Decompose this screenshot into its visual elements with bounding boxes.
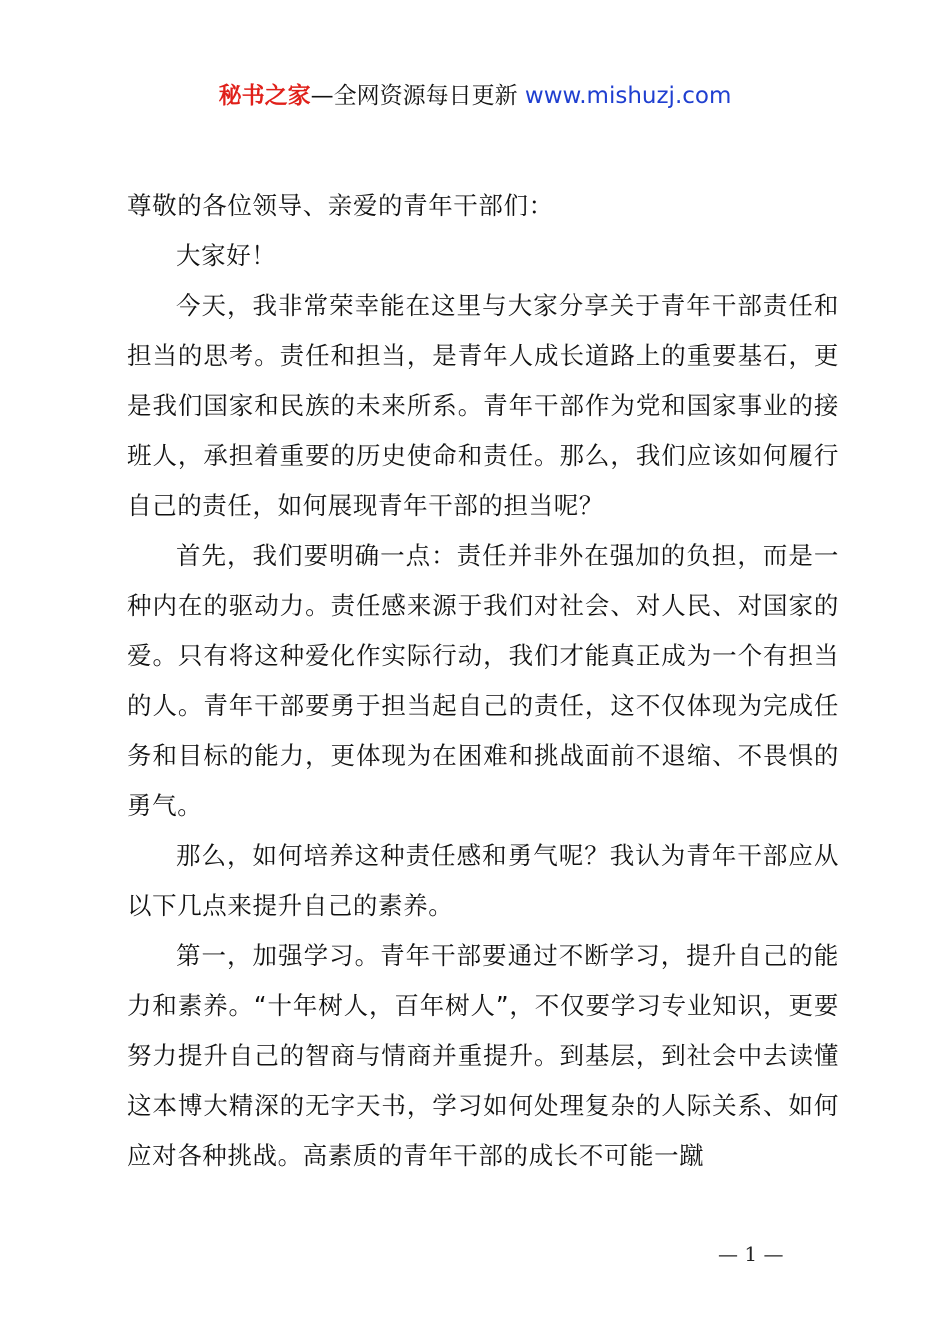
- site-url-link[interactable]: www.mishuzj.com: [524, 83, 732, 109]
- paragraph-first-point: 第一，加强学习。青年干部要通过不断学习，提升自己的能力和素养。“十年树人，百年树人”，不仅要学习专业知识，更要努力提升自己的智商与情商并重提升。到基层，到社会中去读懂这本博大精深的无字天书，学习如何处理复杂的人际关系、如何应对各种挑战。高素质的青年干部的成长不可能一蹴: [127, 941, 839, 1170]
- watermark-header: [0, 80, 950, 112]
- paragraph-responsibility: 首先，我们要明确一点：责任并非外在强加的负担，而是一种内在的驱动力。责任感来源于我们对社会、对人民、对国家的爱。只有将这种爱化作实际行动，我们才能真正成为一个有担当的人。青年干部要勇于担当起自己的责任，这不仅体现为完成任务和目标的能力，更体现为在困难和挑战面前不退缩、不畏惧的勇气。: [127, 541, 839, 820]
- site-brand: 秘书之家: [218, 83, 311, 109]
- greeting: 大家好！: [176, 241, 277, 270]
- site-tagline: —全网资源每日更新: [310, 83, 518, 109]
- speech-body: [127, 181, 839, 1181]
- paragraph-question: 那么，如何培养这种责任感和勇气呢？我认为青年干部应从以下几点来提升自己的素养。: [127, 841, 839, 920]
- paragraph-intro: 今天，我非常荣幸能在这里与大家分享关于青年干部责任和担当的思考。责任和担当，是青年人成长道路上的重要基石，更是我们国家和民族的未来所系。青年干部作为党和国家事业的接班人，承担着重要的历史使命和责任。那么，我们应该如何履行自己的责任，如何展现青年干部的担当呢？: [127, 291, 839, 520]
- salutation: 尊敬的各位领导、亲爱的青年干部们：: [127, 191, 554, 220]
- page-number: — 1 —: [718, 1242, 784, 1266]
